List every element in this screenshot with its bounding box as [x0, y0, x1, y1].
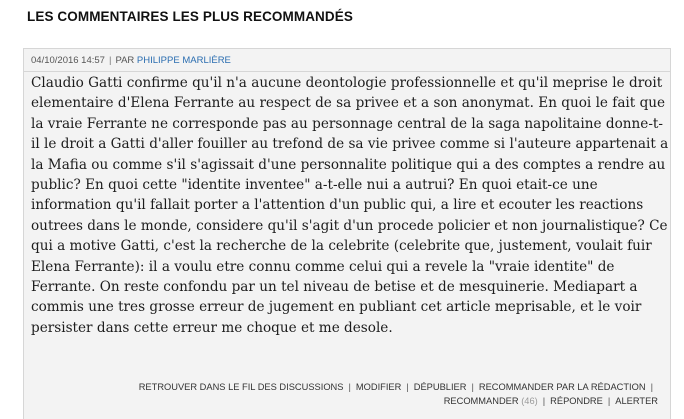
comment-date: 04/10/2016 14:57 — [31, 55, 105, 66]
comment-line: la vraie Ferrante ne corresponde pas au personnage central de la saga napolitaine donne-t- — [31, 115, 663, 132]
meta-divider — [24, 71, 670, 72]
comment-line: Ferrante. On reste confondu par un tel niveau de betise et de mesquinerie. Mediapart a — [31, 279, 638, 296]
editorial-recommend-link[interactable]: RECOMMANDER PAR LA RÉDACTION — [478, 382, 646, 392]
edit-link[interactable]: MODIFIER — [355, 382, 402, 392]
comment-line: public? En quoi cette "identite inventee" a-t-elle nui a autrui? En quoi etait-ce une — [31, 177, 598, 194]
find-in-thread-link[interactable]: RETROUVER DANS LE FIL DES DISCUSSIONS — [138, 382, 344, 392]
recommend-count: (46) — [521, 396, 538, 406]
by-label: PAR — [115, 55, 135, 66]
comment-line: persister dans cette erreur me choque et me desole. — [31, 319, 393, 336]
action-separator: | — [348, 382, 351, 392]
actions-row-2 — [38, 394, 658, 408]
action-separator: | — [471, 382, 474, 392]
comment-line: la Mafia ou comme s'il s'agissait d'une personnalite politique qui a des comptes a rendre au — [31, 156, 666, 173]
recommend-link[interactable] — [444, 396, 538, 406]
recommend-label: RECOMMANDER — [443, 396, 519, 406]
author-link[interactable]: PHILIPPE MARLIÈRE — [136, 55, 231, 66]
comment-actions — [38, 380, 658, 408]
actions-row-1 — [38, 380, 658, 394]
action-separator: | — [607, 396, 611, 406]
comment-meta — [31, 55, 231, 66]
reply-link[interactable]: RÉPONDRE — [550, 396, 603, 406]
unpublish-link[interactable]: DÉPUBLIER — [413, 382, 467, 392]
action-separator: | — [406, 382, 409, 392]
comment-line: information qu'il fallait porter a l'attention d'un public qui, a lire et ecouter les reactions — [31, 197, 644, 214]
comment-line: outrees dans le monde, considere qu'il s'agit d'un procede policier et non journalistique? Ce — [31, 217, 668, 234]
comment-line: elementaire d'Elena Ferrante au respect de sa privee et a son anonymat. En quoi le fait que — [31, 95, 666, 112]
comment-body — [31, 73, 669, 338]
report-link[interactable]: ALERTER — [615, 396, 658, 406]
comment-line: Elena Ferrante): il a voulu etre connu comme celui qui a revele la "vraie identite" de — [31, 258, 615, 275]
comment-line: Claudio Gatti confirme qu'il n'a aucune deontologie professionnelle et qu'il meprise le droit — [31, 75, 663, 91]
comment-line: il le droit a Gatti d'aller fouiller au trefond de sa vie privee comme si l'auteure appartenait a — [31, 136, 669, 153]
action-separator: | — [542, 396, 546, 406]
section-title: LES COMMENTAIRES LES PLUS RECOMMANDÉS — [27, 9, 353, 24]
meta-separator: | — [108, 55, 112, 66]
comment-card — [23, 48, 671, 419]
action-separator: | — [650, 382, 653, 392]
comment-line: qui a motive Gatti, c'est la recherche de la celebrite (celebrite que, justement, voulait fuir — [31, 238, 652, 255]
comment-line: commis une tres grosse erreur de jugement en publiant cet article meprisable, et le voir — [31, 299, 642, 316]
